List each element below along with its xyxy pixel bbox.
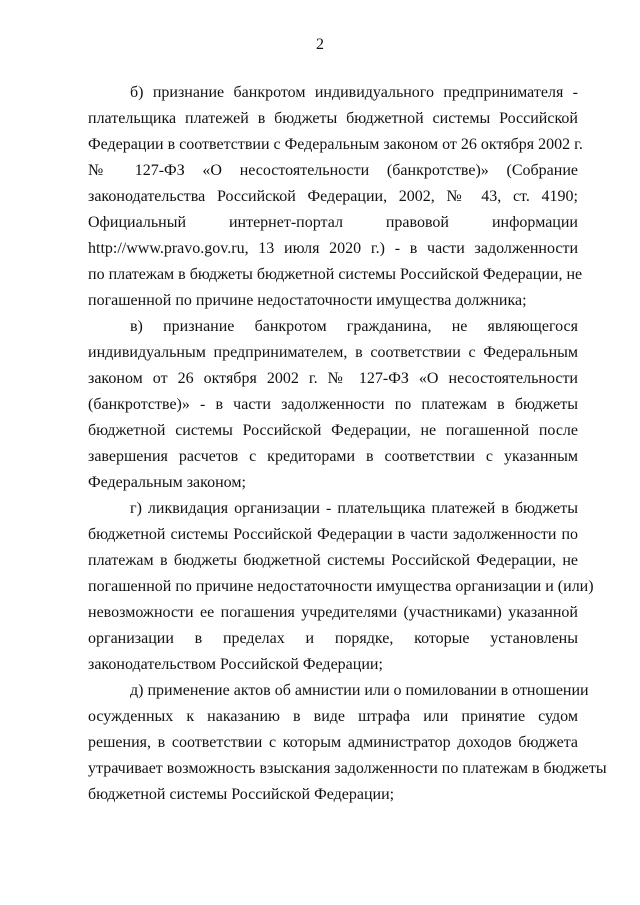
text-line: утрачивает возможность взыскания задолженности по платежам в бюджеты	[88, 760, 607, 777]
text-line: г) ликвидация организации - плательщика платежей в бюджеты	[130, 500, 578, 517]
text-line: невозможности ее погашения учредителями (участниками) указанной	[88, 604, 578, 621]
text-line: законодательства Российской Федерации, 2002, № 43, ст. 4190;	[88, 188, 578, 205]
text-line: организации в пределах и порядке, которые установлены	[88, 630, 578, 647]
text-line: Официальный интернет-портал правовой информации	[88, 214, 578, 231]
text-line: (банкротстве)» - в части задолженности по платежам в бюджеты	[88, 396, 578, 413]
text-line: законодательством Российской Федерации;	[88, 656, 383, 673]
text-line: законом от 26 октября 2002 г. № 127-ФЗ «О несостоятельности	[88, 370, 578, 387]
paragraph-d	[88, 678, 607, 808]
text-line: по платежам в бюджеты бюджетной системы Российской Федерации, не	[88, 266, 583, 283]
paragraph-v	[88, 314, 578, 496]
paragraph-g	[88, 496, 594, 678]
text-line: http://www.pravo.gov.ru, 13 июля 2020 г.) - в части задолженности	[88, 240, 578, 257]
text-line: погашенной по причине недостаточности имущества должника;	[88, 292, 527, 309]
text-line: осужденных к наказанию в виде штрафа или принятие судом	[88, 708, 578, 725]
text-line: бюджетной системы Российской Федерации, не погашенной после	[88, 422, 578, 439]
text-line: Федеральным законом;	[88, 474, 246, 491]
text-line: бюджетной системы Российской Федерации в части задолженности по	[88, 526, 578, 543]
paragraph-b	[88, 80, 583, 314]
text-line: погашенной по причине недостаточности имущества организации и (или)	[88, 578, 594, 595]
text-line: бюджетной системы Российской Федерации;	[88, 786, 395, 803]
text-line: плательщика платежей в бюджеты бюджетной системы Российской	[88, 110, 578, 127]
text-line: решения, в соответствии с которым администратор доходов бюджета	[88, 734, 578, 751]
text-line: в) признание банкротом гражданина, не являющегося	[130, 318, 578, 335]
text-line: платежам в бюджеты бюджетной системы Российской Федерации, не	[88, 552, 578, 569]
document-body	[88, 80, 607, 808]
text-line: б) признание банкротом индивидуального предпринимателя -	[130, 84, 578, 101]
text-line: № 127-ФЗ «О несостоятельности (банкротстве)» (Собрание	[88, 162, 578, 179]
text-line: Федерации в соответствии с Федеральным законом от 26 октября 2002 г.	[88, 136, 583, 153]
page-number: 2	[316, 36, 324, 53]
text-line: завершения расчетов с кредиторами в соответствии с указанным	[88, 448, 578, 465]
text-line: индивидуальным предпринимателем, в соответствии с Федеральным	[88, 344, 578, 361]
text-line: д) применение актов об амнистии или о помиловании в отношении	[130, 682, 589, 699]
